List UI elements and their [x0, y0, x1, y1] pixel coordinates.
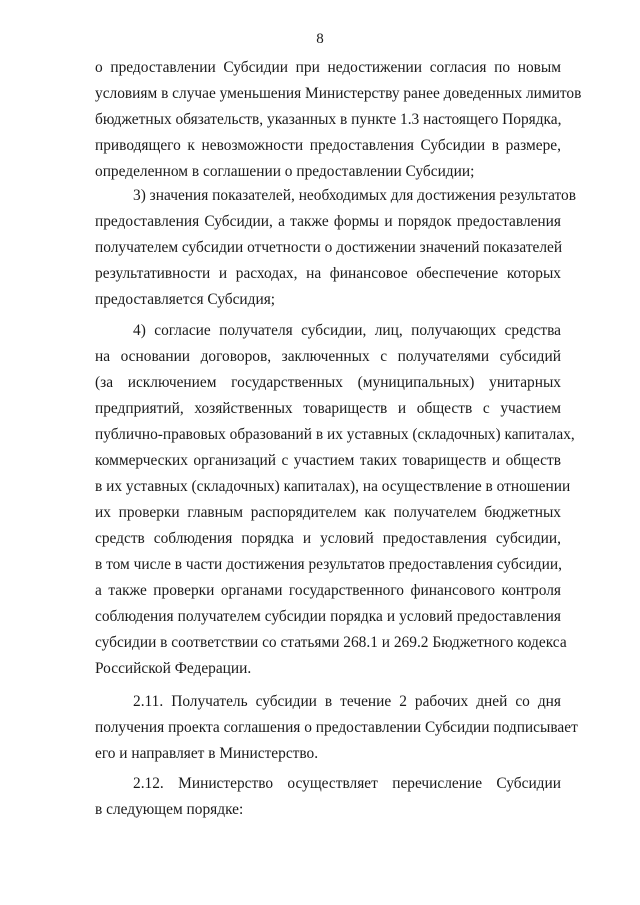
- text-line: в следующем порядке:: [95, 801, 244, 818]
- text-line: 3) значения показателей, необходимых для достижения результатов: [133, 187, 576, 204]
- text-line: субсидии в соответствии со статьями 268.1 и 269.2 Бюджетного кодекса: [95, 634, 567, 651]
- text-line: 2.12. Министерство осуществляет перечисление Субсидии: [133, 775, 561, 792]
- text-line: предприятий, хозяйственных товариществ и обществ с участием: [95, 400, 561, 417]
- text-line: средств соблюдения порядка и условий предоставления субсидии,: [95, 530, 561, 547]
- text-line: соблюдения получателем субсидии порядка и условий предоставления: [95, 608, 561, 625]
- text-line: в их уставных (складочных) капиталах), на осуществление в отношении: [95, 478, 571, 495]
- text-line: предоставляется Субсидия;: [95, 291, 276, 308]
- text-line: о предоставлении Субсидии при недостижении согласия по новым: [95, 59, 561, 76]
- text-line: а также проверки органами государственного финансового контроля: [95, 582, 561, 599]
- text-line: коммерческих организаций с участием таких товариществ и обществ: [95, 452, 561, 469]
- text-line: 2.11. Получатель субсидии в течение 2 рабочих дней со дня: [133, 693, 561, 710]
- text-line: бюджетных обязательств, указанных в пункте 1.3 настоящего Порядка,: [95, 111, 562, 128]
- text-line: публично-правовых образований в их уставных (складочных) капиталах,: [95, 426, 575, 443]
- text-line: (за исключением государственных (муниципальных) унитарных: [95, 374, 561, 391]
- text-line: результативности и расходах, на финансовое обеспечение которых: [95, 265, 561, 282]
- text-line: предоставления Субсидии, а также формы и порядок предоставления: [95, 213, 561, 230]
- text-line: получения проекта соглашения о предоставлении Субсидии подписывает: [95, 719, 578, 736]
- text-line: их проверки главным распорядителем как получателем бюджетных: [95, 504, 561, 521]
- text-line: на основании договоров, заключенных с получателями субсидий: [95, 348, 561, 365]
- text-line: его и направляет в Министерство.: [95, 745, 319, 762]
- text-line: условиям в случае уменьшения Министерству ранее доведенных лимитов: [95, 85, 582, 102]
- text-line: 4) согласие получателя субсидии, лиц, получающих средства: [133, 322, 561, 339]
- text-line: в том числе в части достижения результатов предоставления субсидии,: [95, 556, 562, 573]
- text-line: определенном в соглашении о предоставлении Субсидии;: [95, 163, 475, 180]
- text-line: Российской Федерации.: [95, 660, 252, 677]
- text-line: приводящего к невозможности предоставления Субсидии в размере,: [95, 137, 561, 154]
- page-number: 8: [316, 31, 324, 47]
- text-line: получателем субсидии отчетности о достижении значений показателей: [95, 239, 563, 256]
